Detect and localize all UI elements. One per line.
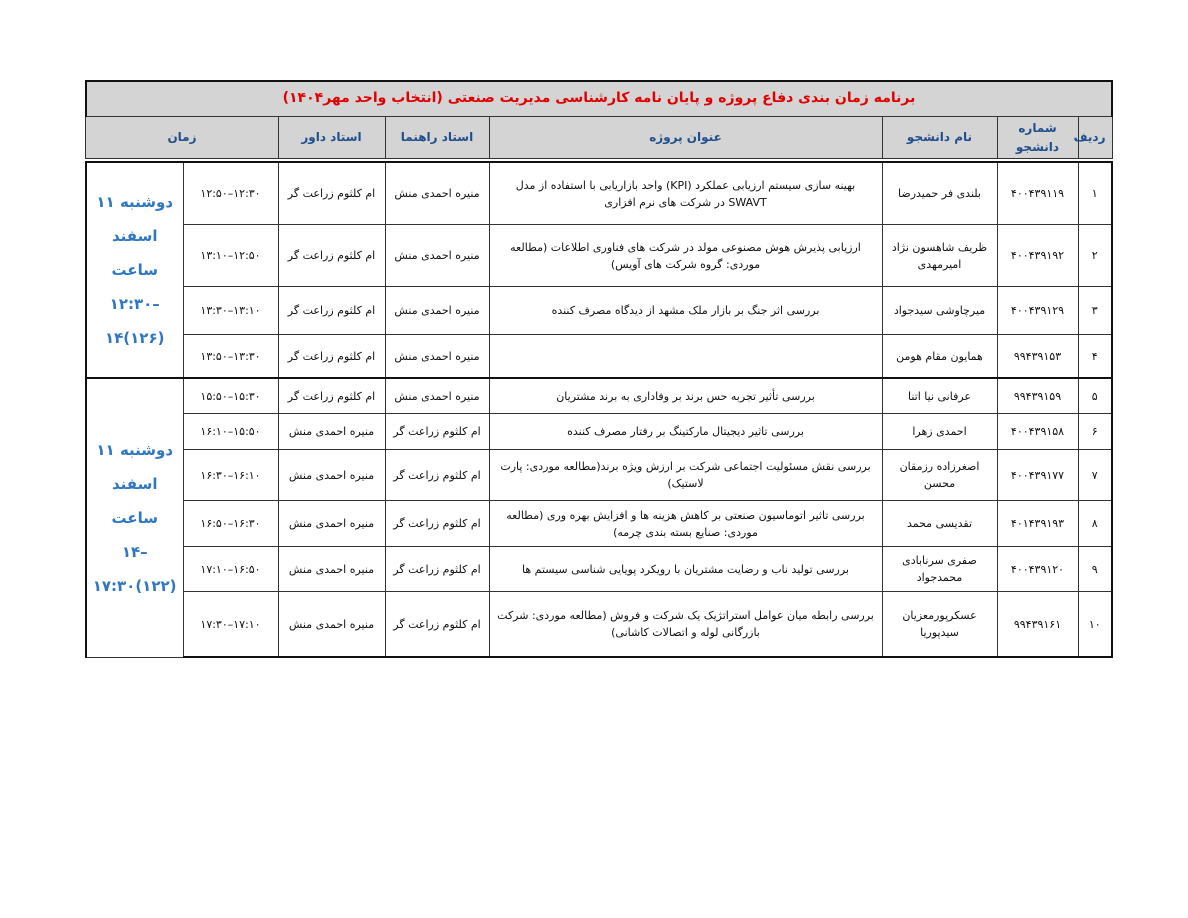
table-row bbox=[86, 414, 1112, 450]
table-row bbox=[86, 378, 1112, 414]
student-id: ۴۰۰۴۳۹۱۱۹ bbox=[997, 162, 1078, 225]
header-student-id: شماره دانشجو bbox=[997, 117, 1078, 159]
project-title: بررسی رابطه میان عوامل استراتژیک یک شرکت و فروش (مطالعه موردی: شرکت بازرگانی لوله و اتصالات کاشانی) bbox=[489, 592, 882, 658]
examiner: منیره احمدی منش bbox=[278, 414, 385, 450]
header-student-name: نام دانشجو bbox=[882, 117, 997, 159]
student-name: تقدیسی محمد bbox=[882, 501, 997, 547]
table-row bbox=[86, 547, 1112, 592]
header-examiner: استاد داور bbox=[278, 117, 385, 159]
time-slot: ۱۵:۵۰–۱۶:۱۰ bbox=[183, 414, 278, 450]
table-row bbox=[86, 592, 1112, 658]
student-id: ۹۹۴۳۹۱۶۱ bbox=[997, 592, 1078, 658]
time-slot: ۱۶:۱۰–۱۶:۳۰ bbox=[183, 450, 278, 501]
project-title: بررسی تأثیر تجربه حس برند بر وفاداری به برند مشتریان bbox=[489, 378, 882, 414]
time-slot: ۱۳:۳۰–۱۳:۵۰ bbox=[183, 335, 278, 379]
student-id: ۴۰۰۴۳۹۱۲۹ bbox=[997, 287, 1078, 335]
table-row bbox=[86, 501, 1112, 547]
session-end: (۱۲۶)۱۴ bbox=[104, 329, 165, 348]
student-id: ۴۰۰۴۳۹۱۲۰ bbox=[997, 547, 1078, 592]
examiner: ام کلثوم زراعت گر bbox=[278, 378, 385, 414]
examiner: منیره احمدی منش bbox=[278, 450, 385, 501]
supervisor: ام کلثوم زراعت گر bbox=[385, 592, 489, 658]
session-day: دوشنبه ۱۱ bbox=[96, 193, 174, 212]
supervisor: منیره احمدی منش bbox=[385, 287, 489, 335]
examiner: ام کلثوم زراعت گر bbox=[278, 162, 385, 225]
schedule-sheet bbox=[87, 80, 1113, 658]
supervisor: ام کلثوم زراعت گر bbox=[385, 414, 489, 450]
table-row bbox=[86, 287, 1112, 335]
student-name: ظریف شاهسون نژاد امیرمهدی bbox=[882, 225, 997, 287]
supervisor: منیره احمدی منش bbox=[385, 335, 489, 379]
project-title: بررسی نقش مسئولیت اجتماعی شرکت بر ارزش ویژه برند(مطالعه موردی: پارت لاستیک) bbox=[489, 450, 882, 501]
table-row bbox=[86, 225, 1112, 287]
row-number: ۴ bbox=[1078, 335, 1112, 379]
time-slot: ۱۷:۱۰–۱۷:۳۰ bbox=[183, 592, 278, 658]
project-title: بررسی تولید ناب و رضایت مشتریان با رویکرد پویایی شناسی سیستم ها bbox=[489, 547, 882, 592]
row-number: ۱ bbox=[1078, 162, 1112, 225]
student-name: احمدی زهرا bbox=[882, 414, 997, 450]
project-title bbox=[489, 335, 882, 379]
student-id: ۴۰۱۴۳۹۱۹۳ bbox=[997, 501, 1078, 547]
student-id: ۹۹۴۳۹۱۵۹ bbox=[997, 378, 1078, 414]
session-end: (۱۲۲)۱۷:۳۰ bbox=[92, 576, 177, 595]
session-group-1 bbox=[86, 162, 1112, 378]
row-number: ۶ bbox=[1078, 414, 1112, 450]
row-number: ۱۰ bbox=[1078, 592, 1112, 658]
header-row-number: ردیف bbox=[1078, 117, 1112, 159]
row-number: ۳ bbox=[1078, 287, 1112, 335]
page-title: برنامه زمان بندی دفاع پروژه و پایان نامه کارشناسی مدیریت صنعتی (انتخاب واحد مهر۱۴۰۴) bbox=[86, 81, 1112, 117]
session-start: –۱۲:۳۰ bbox=[109, 295, 160, 314]
student-name: عسکرپورمعزیان سیدپوریا bbox=[882, 592, 997, 658]
project-title: بررسی اثر جنگ بر بازار ملک مشهد از دیدگاه مصرف کننده bbox=[489, 287, 882, 335]
row-number: ۸ bbox=[1078, 501, 1112, 547]
project-title: بررسی تاثیر دیجیتال مارکتینگ بر رفتار مصرف کننده bbox=[489, 414, 882, 450]
student-id: ۴۰۰۴۳۹۱۵۸ bbox=[997, 414, 1078, 450]
header-project-title: عنوان پروژه bbox=[489, 117, 882, 159]
table-row bbox=[86, 450, 1112, 501]
header-time: زمان bbox=[86, 117, 278, 159]
session-date: اسفند ساعت bbox=[111, 227, 158, 280]
time-slot: ۱۲:۵۰–۱۳:۱۰ bbox=[183, 225, 278, 287]
examiner: منیره احمدی منش bbox=[278, 592, 385, 658]
project-title: بررسی تاثیر اتوماسیون صنعتی بر کاهش هزینه ها و افزایش بهره وری (مطالعه موردی: صنایع بسته بندی چرمه) bbox=[489, 501, 882, 547]
session-date: اسفند ساعت bbox=[111, 474, 158, 527]
time-slot: ۱۶:۳۰–۱۶:۵۰ bbox=[183, 501, 278, 547]
defense-schedule-table bbox=[85, 80, 1113, 658]
examiner: منیره احمدی منش bbox=[278, 501, 385, 547]
project-title: ارزیابی پذیرش هوش مصنوعی مولد در شرکت های فناوری اطلاعات (مطالعه موردی: گروه شرکت های آویس) bbox=[489, 225, 882, 287]
student-id: ۹۹۴۳۹۱۵۳ bbox=[997, 335, 1078, 379]
examiner: منیره احمدی منش bbox=[278, 547, 385, 592]
table-row bbox=[86, 162, 1112, 225]
supervisor: ام کلثوم زراعت گر bbox=[385, 450, 489, 501]
student-name: اصغرزاده رزمقان محسن bbox=[882, 450, 997, 501]
examiner: ام کلثوم زراعت گر bbox=[278, 335, 385, 379]
time-slot: ۱۳:۱۰–۱۳:۳۰ bbox=[183, 287, 278, 335]
supervisor: منیره احمدی منش bbox=[385, 162, 489, 225]
supervisor: ام کلثوم زراعت گر bbox=[385, 501, 489, 547]
row-number: ۷ bbox=[1078, 450, 1112, 501]
student-name: میرچاوشی سیدجواد bbox=[882, 287, 997, 335]
time-slot: ۱۶:۵۰–۱۷:۱۰ bbox=[183, 547, 278, 592]
session-label bbox=[86, 378, 183, 657]
student-name: عرفانی نیا اتنا bbox=[882, 378, 997, 414]
student-name: بلندی فر حمیدرضا bbox=[882, 162, 997, 225]
student-id: ۴۰۰۴۳۹۱۷۷ bbox=[997, 450, 1078, 501]
header-supervisor: استاد راهنما bbox=[385, 117, 489, 159]
row-number: ۲ bbox=[1078, 225, 1112, 287]
examiner: ام کلثوم زراعت گر bbox=[278, 287, 385, 335]
session-label bbox=[86, 162, 183, 378]
project-title: بهینه سازی سیستم ارزیابی عملکرد (KPI) واحد بازاریابی با استفاده از مدل SWAVT در شرکت های نرم افزاری bbox=[489, 162, 882, 225]
supervisor: منیره احمدی منش bbox=[385, 378, 489, 414]
student-name: همایون مقام هومن bbox=[882, 335, 997, 379]
session-start: –۱۴ bbox=[121, 542, 148, 561]
examiner: ام کلثوم زراعت گر bbox=[278, 225, 385, 287]
session-day: دوشنبه ۱۱ bbox=[96, 440, 174, 459]
student-name: صفری سرنابادی محمدجواد bbox=[882, 547, 997, 592]
supervisor: ام کلثوم زراعت گر bbox=[385, 547, 489, 592]
time-slot: ۱۲:۳۰–۱۲:۵۰ bbox=[183, 162, 278, 225]
supervisor: منیره احمدی منش bbox=[385, 225, 489, 287]
row-number: ۵ bbox=[1078, 378, 1112, 414]
time-slot: ۱۵:۳۰–۱۵:۵۰ bbox=[183, 378, 278, 414]
session-group-2 bbox=[86, 378, 1112, 657]
row-number: ۹ bbox=[1078, 547, 1112, 592]
table-row bbox=[86, 335, 1112, 379]
student-id: ۴۰۰۴۳۹۱۹۲ bbox=[997, 225, 1078, 287]
